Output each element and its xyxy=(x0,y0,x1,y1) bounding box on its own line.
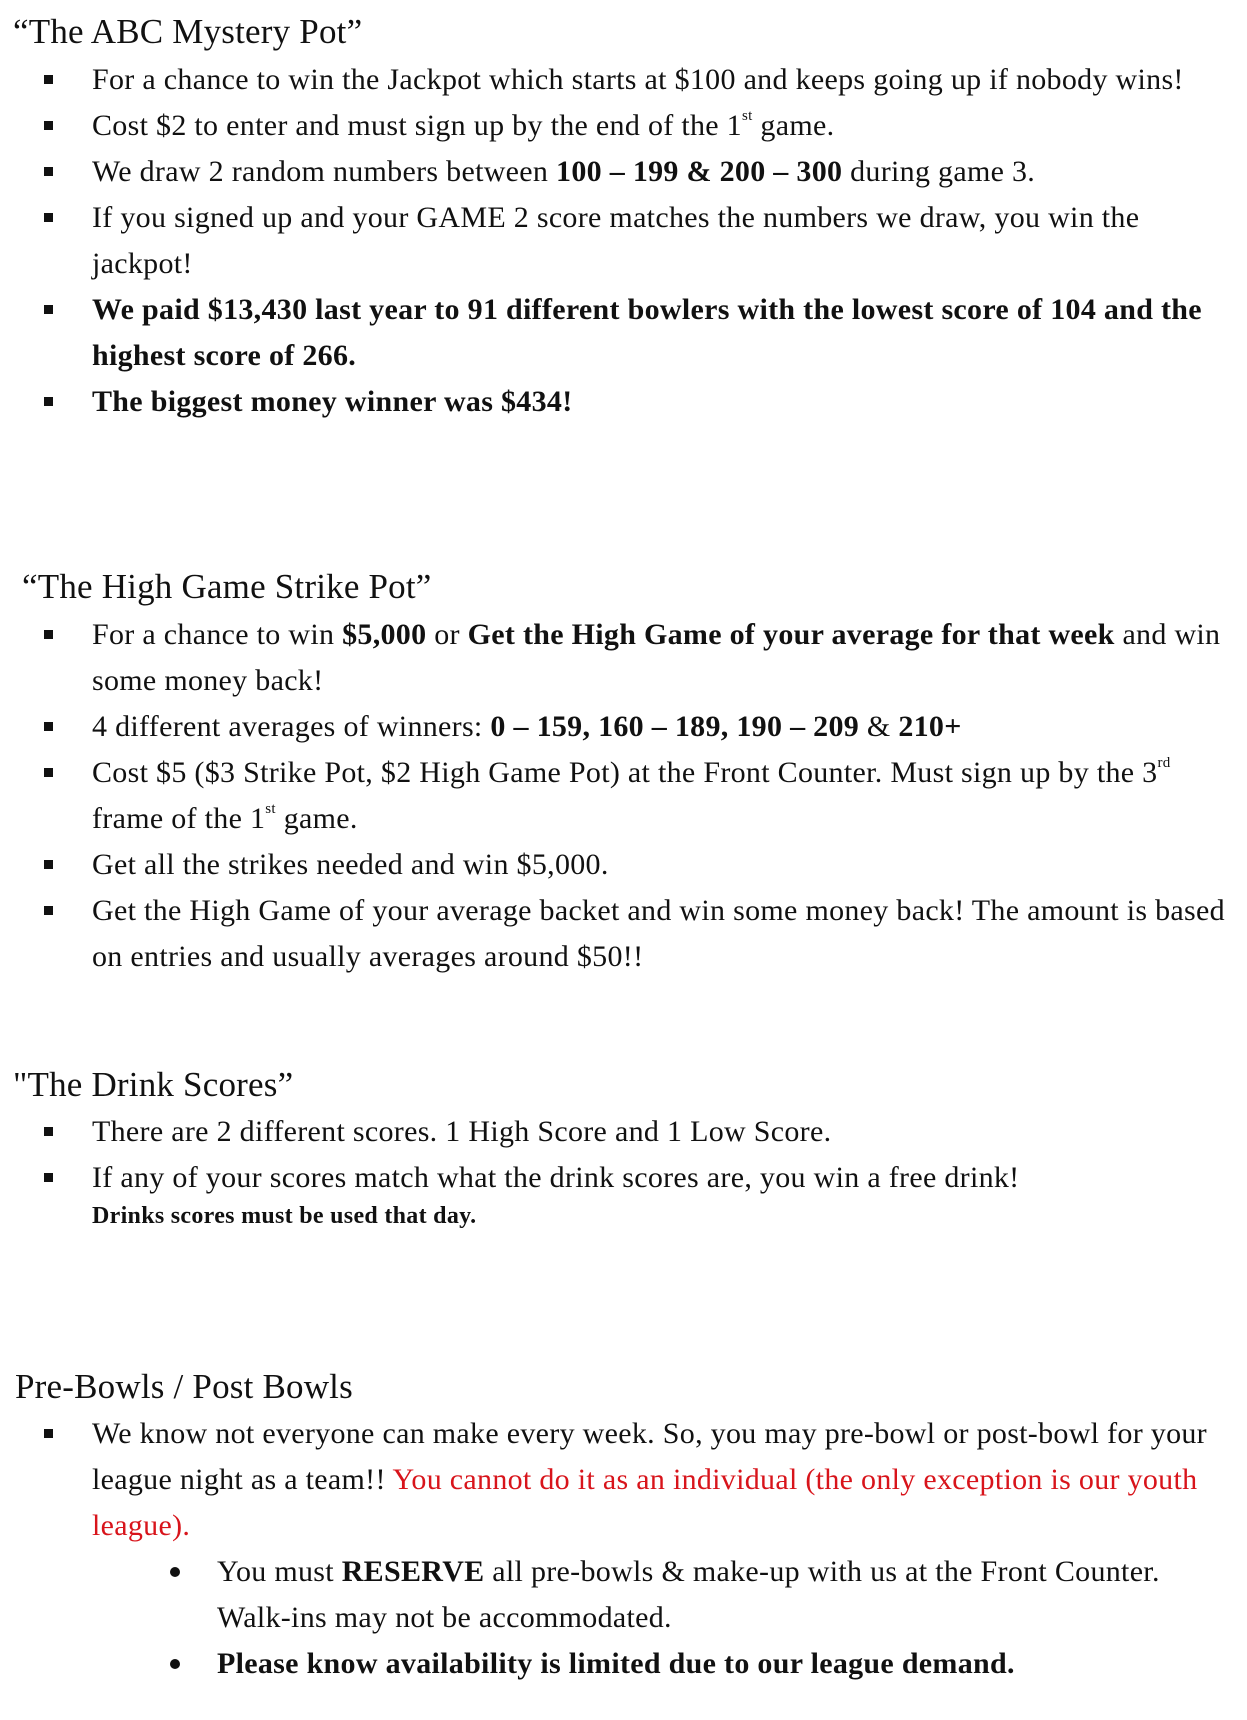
list-item xyxy=(0,287,1247,379)
abc-mystery-pot-title: “The ABC Mystery Pot” xyxy=(13,12,363,51)
list-item-text: If any of your scores match what the drink scores are, you win a free drink! xyxy=(92,1161,1020,1194)
list-item-text: For a chance to win the Jackpot which starts at $100 and keeps going up if nobody wins! xyxy=(92,63,1184,96)
list-item-text: There are 2 different scores. 1 High Score and 1 Low Score. xyxy=(92,1115,832,1148)
list-item xyxy=(0,842,1247,888)
round-bullet-icon xyxy=(170,1567,180,1577)
individual-warning-text: You cannot do it as an individual (the only exception is our youth league). xyxy=(92,1463,1198,1542)
list-item xyxy=(0,612,1247,704)
list-item-text: We know not everyone can make every week. So, you may pre-bowl or post-bowl for your league night as a team!! xyxy=(92,1417,1207,1496)
list-item-text: all pre-bowls & make-up with us at the Front Counter. Walk-ins may not be accommodated. xyxy=(217,1555,1160,1634)
list-item-text: Get the High Game of your average backet and win some money back! The amount is based on entries and usually averages around $50!! xyxy=(92,894,1225,973)
square-bullet-icon xyxy=(44,397,53,406)
list-item xyxy=(0,103,1247,149)
drink-scores-title: "The Drink Scores” xyxy=(13,1065,294,1104)
list-item-text: game. xyxy=(275,802,358,835)
list-item-text: or xyxy=(426,618,468,651)
list-item-text: You must xyxy=(217,1555,342,1588)
number-ranges: 100 – 199 & 200 – 300 xyxy=(556,155,843,188)
list-item-text: The biggest money winner was $434! xyxy=(92,385,573,418)
square-bullet-icon xyxy=(44,768,53,777)
square-bullet-icon xyxy=(44,1173,53,1182)
ordinal-suffix: st xyxy=(742,108,753,124)
reserve-emphasis: RESERVE xyxy=(341,1555,485,1588)
list-item xyxy=(0,57,1247,103)
sub-list-item xyxy=(92,1549,1227,1641)
list-item-emphasis: Get the High Game of your average for that week xyxy=(467,618,1115,651)
square-bullet-icon xyxy=(44,630,53,639)
list-item-text: during game 3. xyxy=(842,155,1036,188)
list-item xyxy=(0,195,1247,287)
average-ranges: 0 – 159, 160 – 189, 190 – 209 xyxy=(490,710,860,743)
square-bullet-icon xyxy=(44,1429,53,1438)
square-bullet-icon xyxy=(44,722,53,731)
prebowl-bullet-list xyxy=(0,1411,1247,1687)
prebowl-sub-list xyxy=(92,1549,1227,1687)
list-item xyxy=(0,704,1247,750)
square-bullet-icon xyxy=(44,906,53,915)
round-bullet-icon xyxy=(170,1659,180,1669)
square-bullet-icon xyxy=(44,1127,53,1136)
list-item-text: frame of the 1 xyxy=(92,802,266,835)
list-item-text: & xyxy=(859,710,899,743)
average-ranges: 210+ xyxy=(898,710,962,743)
list-item-text: and win some money back! xyxy=(92,618,1221,697)
abc-bullet-list xyxy=(0,57,1247,425)
list-item-text: Cost $5 ($3 Strike Pot, $2 High Game Pot) at the Front Counter. Must sign up by the 3 xyxy=(92,756,1158,789)
strike-bullet-list xyxy=(0,612,1247,980)
list-item xyxy=(0,888,1247,980)
list-item xyxy=(0,379,1247,425)
drink-bullet-list xyxy=(0,1109,1247,1231)
list-item-text: For a chance to win xyxy=(92,618,343,651)
list-item-text: 4 different averages of winners: xyxy=(92,710,491,743)
list-item-text: If you signed up and your GAME 2 score matches the numbers we draw, you win the jackpot! xyxy=(92,201,1140,280)
square-bullet-icon xyxy=(44,167,53,176)
list-item xyxy=(0,750,1247,842)
sub-list-item xyxy=(92,1641,1227,1687)
list-item xyxy=(0,1411,1247,1687)
list-item-text: Cost $2 to enter and must sign up by the end of the 1 xyxy=(92,109,742,142)
square-bullet-icon xyxy=(44,121,53,130)
ordinal-suffix: st xyxy=(265,801,276,817)
square-bullet-icon xyxy=(44,305,53,314)
ordinal-suffix: rd xyxy=(1157,755,1171,771)
list-item-text: game. xyxy=(752,109,835,142)
list-item-text: We draw 2 random numbers between xyxy=(92,155,557,188)
list-item-text: Please know availability is limited due to our league demand. xyxy=(217,1647,1015,1680)
square-bullet-icon xyxy=(44,75,53,84)
list-item-text: Get all the strikes needed and win $5,000. xyxy=(92,848,609,881)
list-item xyxy=(0,149,1247,195)
drink-note: Drinks scores must be used that day. xyxy=(92,1203,477,1229)
list-item-text: We paid $13,430 last year to 91 different bowlers with the lowest score of 104 and the highest score of 266. xyxy=(92,293,1202,372)
square-bullet-icon xyxy=(44,213,53,222)
pre-post-bowls-title: Pre-Bowls / Post Bowls xyxy=(15,1367,353,1406)
list-item xyxy=(0,1109,1247,1155)
jackpot-amount: $5,000 xyxy=(342,618,427,651)
square-bullet-icon xyxy=(44,860,53,869)
list-item xyxy=(0,1155,1247,1231)
high-game-strike-pot-title: “The High Game Strike Pot” xyxy=(22,567,432,606)
